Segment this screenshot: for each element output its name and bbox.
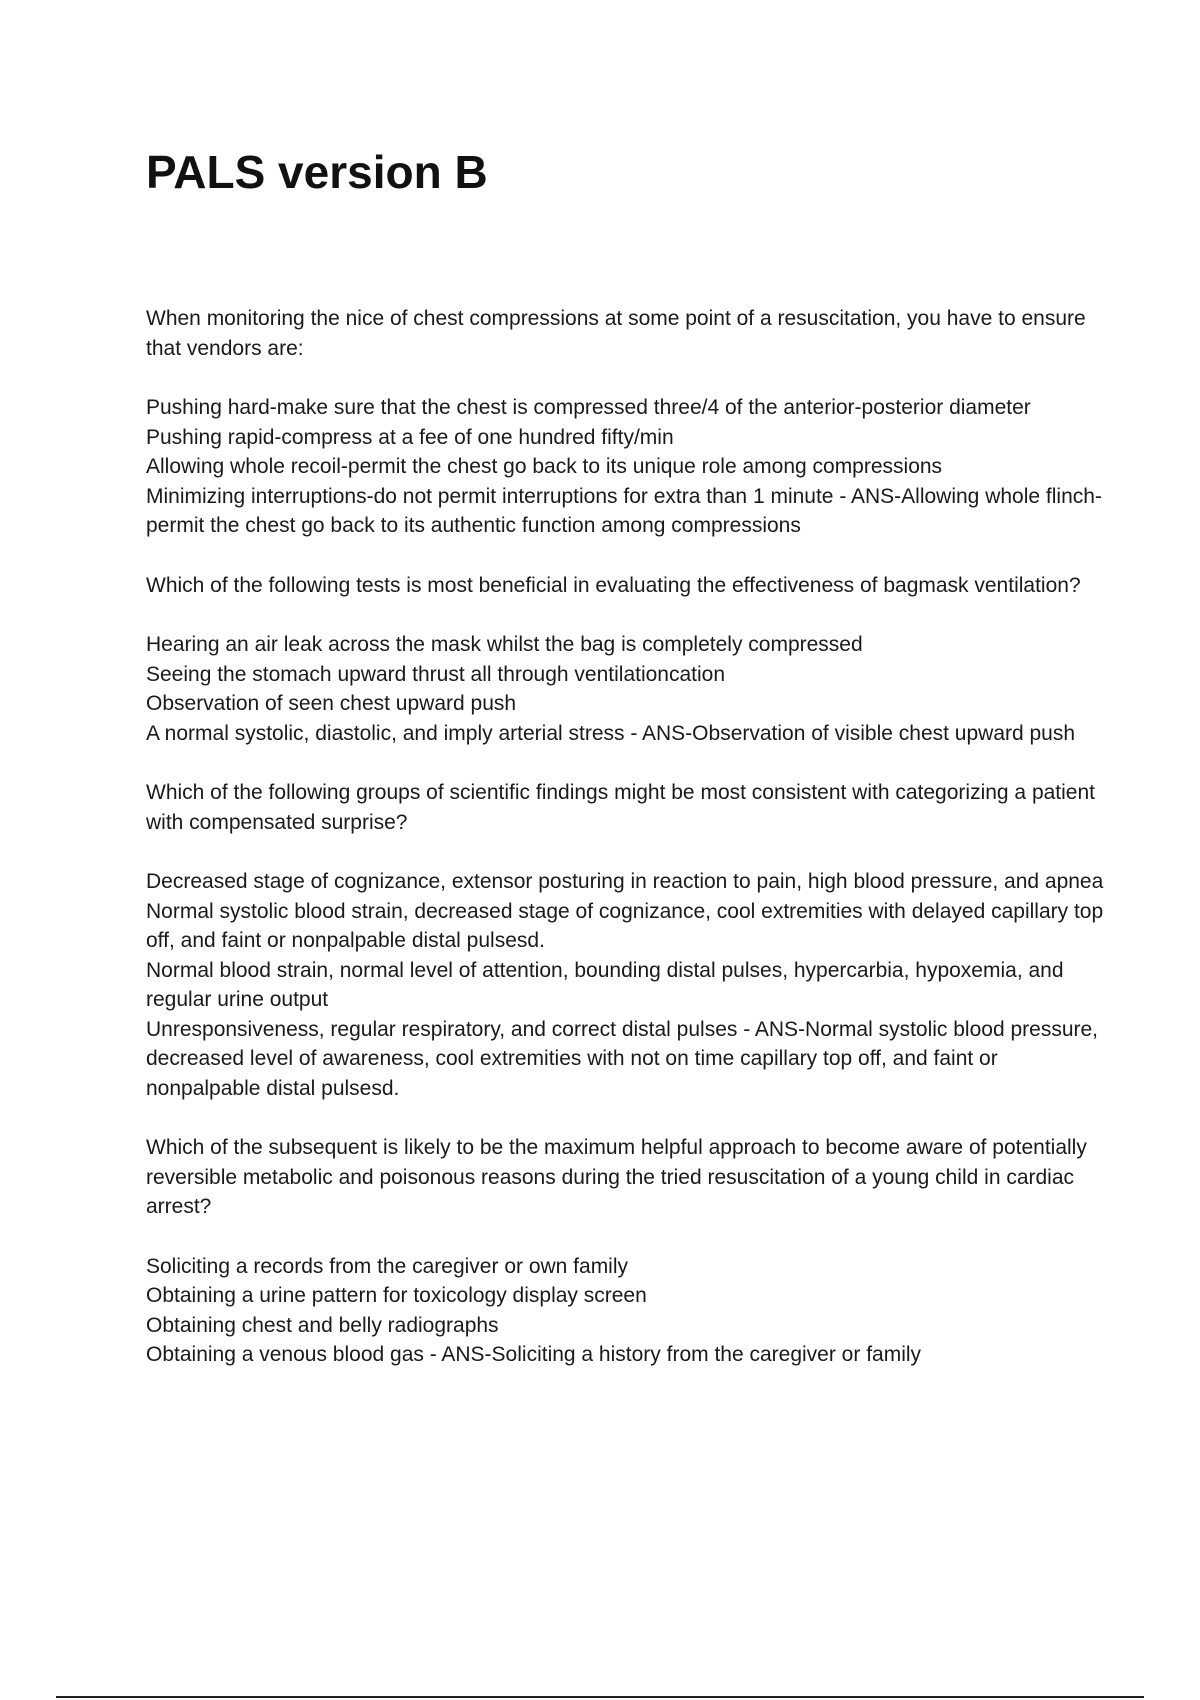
answer-option: Hearing an air leak across the mask whilst the bag is completely compressed <box>146 633 863 656</box>
answer-option-with-answer: Obtaining a venous blood gas - ANS-Soliciting a history from the caregiver or family <box>146 1343 922 1366</box>
question-text: Which of the subsequent is likely to be the maximum helpful approach to become aware of potentially reversible metabolic and poisonous reasons during the tried resuscitation of a young child in cardiac arrest? <box>146 1136 1087 1218</box>
answer-option: Pushing hard-make sure that the chest is compressed three/4 of the anterior-posterior diameter <box>146 396 1031 419</box>
answer-option: Obtaining chest and belly radiographs <box>146 1313 499 1337</box>
question-block-1 <box>146 304 1106 541</box>
answer-option: Decreased stage of cognizance, extensor posturing in reaction to pain, high blood pressure, and apnea <box>146 870 1104 893</box>
document-body <box>146 304 1106 1400</box>
question-text: When monitoring the nice of chest compressions at some point of a resuscitation, you have to ensure that vendors are: <box>146 307 1086 360</box>
answer-option: Soliciting a records from the caregiver or own family <box>146 1254 629 1278</box>
question-block-2 <box>146 571 1106 749</box>
question-text: Which of the following groups of scientific findings might be most consistent with categorizing a patient with compensated surprise? <box>146 781 1095 834</box>
answer-option: Obtaining a urine pattern for toxicology display screen <box>146 1284 647 1307</box>
answer-option: Observation of seen chest upward push <box>146 692 517 715</box>
answer-option: Normal blood strain, normal level of attention, bounding distal pulses, hypercarbia, hypoxemia, and regular urine output <box>146 958 1064 1011</box>
answer-option: Seeing the stomach upward thrust all through ventilationcation <box>146 662 726 686</box>
answer-option: Normal systolic blood strain, decreased stage of cognizance, cool extremities with delayed capillary top off, and faint or nonpalpable distal pulsesd. <box>146 899 1104 952</box>
answer-option: Pushing rapid-compress at a fee of one hundred fifty/min <box>146 425 674 449</box>
answer-option-with-answer: Minimizing interruptions-do not permit interruptions for extra than 1 minute - ANS-Allowing whole flinch-permit the chest go back to its authentic function among compressions <box>146 484 1102 537</box>
page-title: PALS version B <box>146 146 488 198</box>
question-text: Which of the following tests is most beneficial in evaluating the effectiveness of bagmask ventilation? <box>146 573 1081 597</box>
page-bottom-divider <box>56 1696 1144 1698</box>
question-block-4 <box>146 1133 1106 1370</box>
question-block-3 <box>146 778 1106 1103</box>
answer-option: Allowing whole recoil-permit the chest go back to its unique role among compressions <box>146 455 943 478</box>
answer-option-with-answer: A normal systolic, diastolic, and imply arterial stress - ANS-Observation of visible chest upward push <box>146 721 1076 745</box>
answer-option-with-answer: Unresponsiveness, regular respiratory, and correct distal pulses - ANS-Normal systolic blood pressure, decreased level of awareness, cool extremities with not on time capillary top off, and faint or nonpalpable distal pulsesd. <box>146 1017 1099 1100</box>
